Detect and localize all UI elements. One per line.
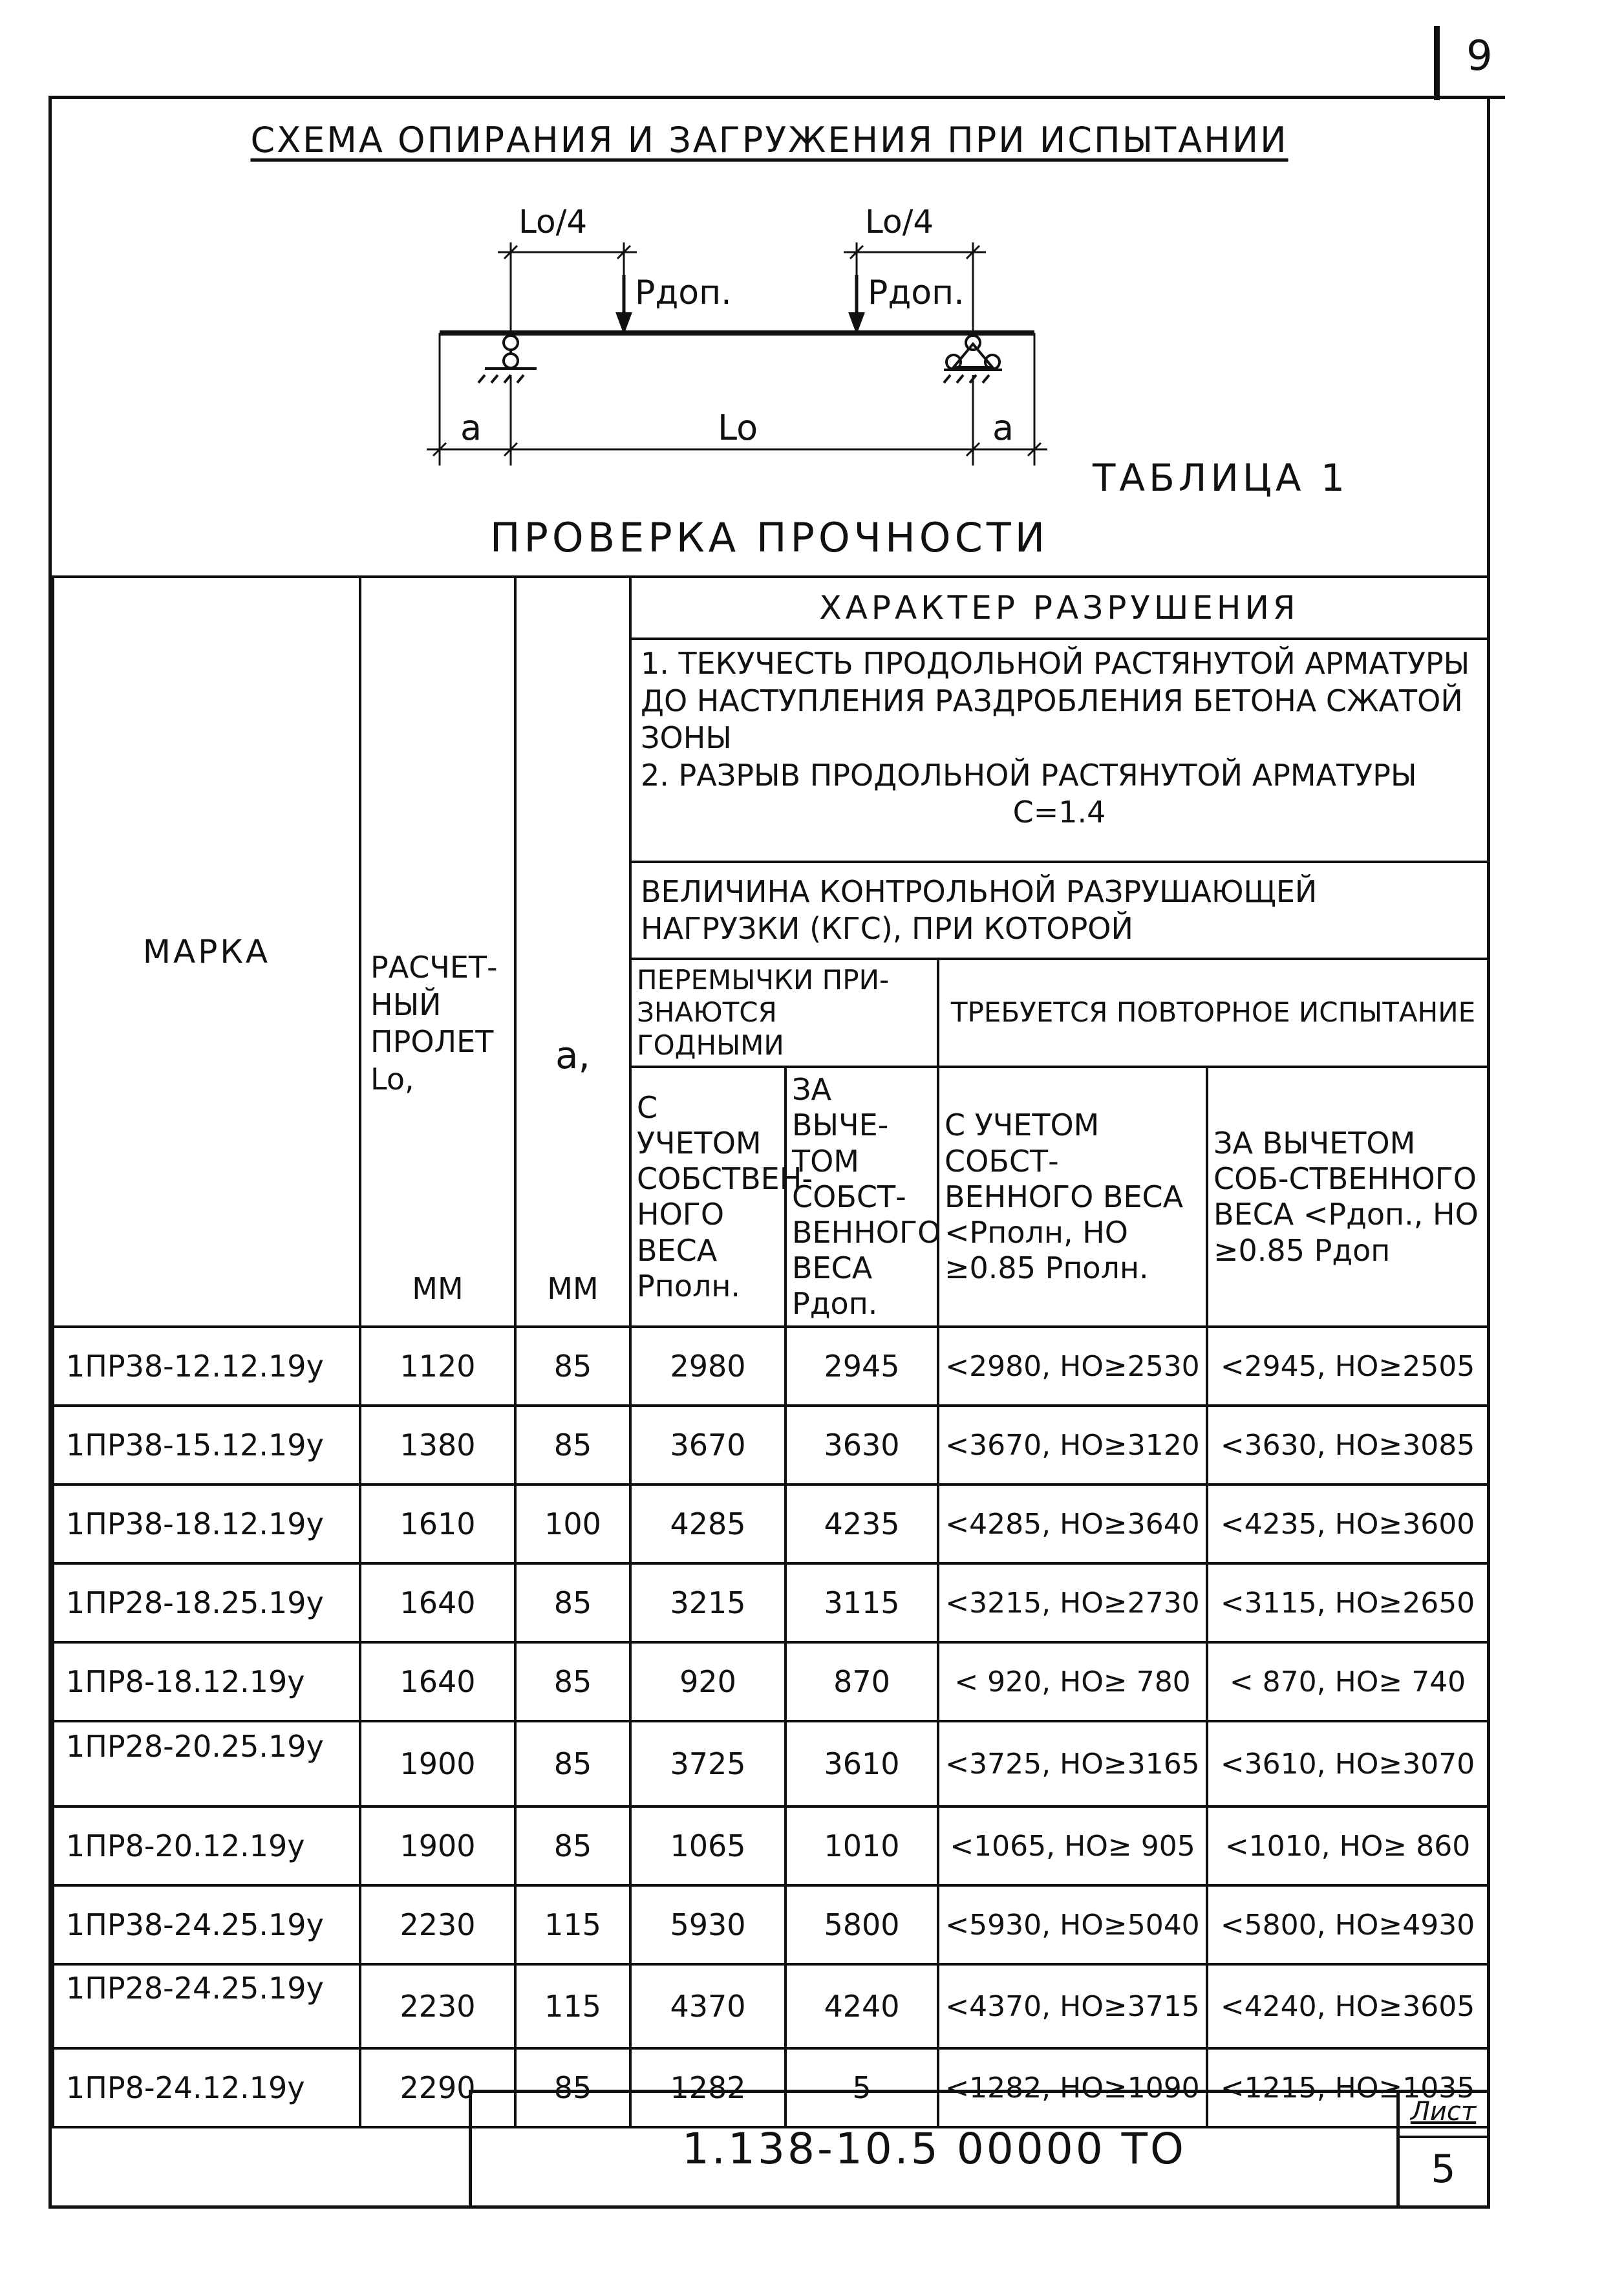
table-label: ТАБЛИЦА 1	[1093, 456, 1349, 500]
cell-retest-full: <3725, НО≥3165	[938, 1721, 1207, 1806]
cell-p-add: 4235	[785, 1484, 938, 1563]
cell-retest-add: <4240, НО≥3605	[1207, 1964, 1488, 2048]
cell-retest-full: <4370, НО≥3715	[938, 1964, 1207, 2048]
cell-span: 2290	[360, 2048, 515, 2127]
scheme-title: СХЕМА ОПИРАНИЯ И ЗАГРУЖЕНИЯ ПРИ ИСПЫТАНИИ	[250, 120, 1288, 160]
cell-mark: 1ПР8-20.12.19у	[53, 1806, 360, 1885]
cell-retest-add: <3630, НО≥3085	[1207, 1406, 1488, 1484]
cell-mark: 1ПР38-24.25.19у	[53, 1885, 360, 1964]
cell-retest-add: <3115, НО≥2650	[1207, 1563, 1488, 1642]
header-accepted: ПЕРЕМЫЧКИ ПРИ-ЗНАЮТСЯ ГОДНЫМИ	[630, 959, 938, 1067]
load-label-right: Pдоп.	[868, 273, 965, 312]
cell-a: 85	[515, 1327, 630, 1406]
cell-retest-add: <1215, НО≥1035	[1207, 2048, 1488, 2127]
header-col-minus-weight: ЗА ВЫЧЕ-ТОМ СОБСТ-ВЕННОГО ВЕСА Pдоп.	[785, 1067, 938, 1327]
failure-type-2: 2. РАЗРЫВ ПРОДОЛЬНОЙ РАСТЯНУТОЙ АРМАТУРЫ	[641, 757, 1417, 793]
support-loading-scheme	[388, 181, 1047, 478]
header-mark: МАРКА	[53, 577, 360, 1327]
cell-p-full: 4370	[630, 1964, 785, 2048]
cell-a: 85	[515, 1642, 630, 1721]
cell-mark: 1ПР28-18.25.19у	[53, 1563, 360, 1642]
cell-retest-full: <4285, НО≥3640	[938, 1484, 1207, 1563]
cell-p-add: 870	[785, 1642, 938, 1721]
page-number-bar	[1434, 26, 1440, 100]
cell-span: 1900	[360, 1806, 515, 1885]
cell-span: 1640	[360, 1563, 515, 1642]
quarter-span-label-left: Lo/4	[518, 203, 588, 241]
a-label-left: a	[460, 407, 482, 448]
cell-a: 85	[515, 1563, 630, 1642]
cell-p-add: 1010	[785, 1806, 938, 1885]
header-retest: ТРЕБУЕТСЯ ПОВТОРНОЕ ИСПЫТАНИЕ	[938, 959, 1488, 1067]
a-label-right: a	[992, 407, 1014, 448]
cell-retest-add: <1010, НО≥ 860	[1207, 1806, 1488, 1885]
cell-span: 1120	[360, 1327, 515, 1406]
cell-retest-full: <1065, НО≥ 905	[938, 1806, 1207, 1885]
table-row	[53, 1327, 1488, 1406]
cell-span: 2230	[360, 1885, 515, 1964]
cell-a: 85	[515, 2048, 630, 2127]
cell-retest-full: <3215, НО≥2730	[938, 1563, 1207, 1642]
cell-a: 85	[515, 1406, 630, 1484]
page-number: 9	[1466, 32, 1493, 80]
cell-a: 85	[515, 1721, 630, 1806]
table-row	[53, 1406, 1488, 1484]
table-row	[53, 1563, 1488, 1642]
cell-mark: 1ПР8-18.12.19у	[53, 1642, 360, 1721]
table-row	[53, 1484, 1488, 1563]
cell-p-add: 4240	[785, 1964, 938, 2048]
header-col-retest-minus: ЗА ВЫЧЕТОМ СОБ-СТВЕННОГО ВЕСА <Pдоп., НО ≥0.85 Pдоп	[1207, 1067, 1488, 1327]
span-label: Lo	[718, 407, 758, 448]
cell-span: 1640	[360, 1642, 515, 1721]
cell-a: 115	[515, 1964, 630, 2048]
sheet-number: 5	[1431, 2147, 1456, 2192]
cell-retest-full: <2980, НО≥2530	[938, 1327, 1207, 1406]
table-row	[53, 1885, 1488, 1964]
cell-retest-full: < 920, НО≥ 780	[938, 1642, 1207, 1721]
sheet-label: Лист	[1410, 2097, 1477, 2127]
strength-table	[52, 575, 1490, 2128]
cell-retest-add: <2945, НО≥2505	[1207, 1327, 1488, 1406]
cell-p-full: 5930	[630, 1885, 785, 1964]
cell-retest-full: <5930, НО≥5040	[938, 1885, 1207, 1964]
header-failure-types	[630, 639, 1488, 862]
cell-retest-full: <1282, НО≥1090	[938, 2048, 1207, 2127]
cell-p-add: 5800	[785, 1885, 938, 1964]
table-row	[53, 1721, 1488, 1806]
cell-p-full: 1282	[630, 2048, 785, 2127]
cell-p-add: 3115	[785, 1563, 938, 1642]
cell-p-add: 3610	[785, 1721, 938, 1806]
table-row	[53, 1806, 1488, 1885]
cell-p-full: 3670	[630, 1406, 785, 1484]
document-code: 1.138-10.5 00000 ТО	[682, 2124, 1186, 2174]
header-failure-title: ХАРАКТЕР РАЗРУШЕНИЯ	[630, 577, 1488, 639]
cell-span: 1380	[360, 1406, 515, 1484]
cell-span: 1900	[360, 1721, 515, 1806]
header-load-title: ВЕЛИЧИНА КОНТРОЛЬНОЙ РАЗРУШАЮЩЕЙ НАГРУЗКИ (КГС), ПРИ КОТОРОЙ	[630, 862, 1488, 959]
header-col-with-weight: С УЧЕТОМ СОБСТВЕН-НОГО ВЕСА Pполн.	[630, 1067, 785, 1327]
cell-retest-add: <4235, НО≥3600	[1207, 1484, 1488, 1563]
sheet-divider	[1396, 2136, 1490, 2138]
cell-span: 2230	[360, 1964, 515, 2048]
header-a: a, ММ	[515, 577, 630, 1327]
load-label-left: Pдоп.	[635, 273, 732, 312]
table-row	[53, 1964, 1488, 2048]
failure-type-1: 1. ТЕКУЧЕСТЬ ПРОДОЛЬНОЙ РАСТЯНУТОЙ АРМАТУРЫ ДО НАСТУПЛЕНИЯ РАЗДРОБЛЕНИЯ БЕТОНА СЖАТОЙ ЗОНЫ	[641, 646, 1470, 755]
cell-p-full: 3215	[630, 1563, 785, 1642]
cell-p-full: 920	[630, 1642, 785, 1721]
cell-retest-add: < 870, НО≥ 740	[1207, 1642, 1488, 1721]
cell-mark: 1ПР28-20.25.19у	[53, 1721, 360, 1806]
quarter-span-label-right: Lo/4	[865, 203, 934, 241]
cell-a: 85	[515, 1806, 630, 1885]
header-span: РАСЧЕТ-НЫЙ ПРОЛЕТ Lo, ММ	[360, 577, 515, 1327]
cell-a: 115	[515, 1885, 630, 1964]
cell-retest-add: <3610, НО≥3070	[1207, 1721, 1488, 1806]
cell-mark: 1ПР38-12.12.19у	[53, 1327, 360, 1406]
table-subtitle: ПРОВЕРКА ПРОЧНОСТИ	[489, 514, 1049, 561]
cell-p-full: 1065	[630, 1806, 785, 1885]
cell-p-add: 2945	[785, 1327, 938, 1406]
header-col-retest-with: С УЧЕТОМ СОБСТ-ВЕННОГО ВЕСА <Pполн, НО ≥0.85 Pполн.	[938, 1067, 1207, 1327]
cell-mark: 1ПР38-15.12.19у	[53, 1406, 360, 1484]
cell-p-full: 2980	[630, 1327, 785, 1406]
cell-retest-add: <5800, НО≥4930	[1207, 1885, 1488, 1964]
cell-span: 1610	[360, 1484, 515, 1563]
cell-p-add: 5	[785, 2048, 938, 2127]
cell-mark: 1ПР28-24.25.19у	[53, 1964, 360, 2048]
cell-mark: 1ПР38-18.12.19у	[53, 1484, 360, 1563]
coefficient: C=1.4	[1012, 795, 1106, 830]
cell-mark: 1ПР8-24.12.19у	[53, 2048, 360, 2127]
table-row	[53, 1642, 1488, 1721]
cell-p-full: 4285	[630, 1484, 785, 1563]
cell-a: 100	[515, 1484, 630, 1563]
cell-p-full: 3725	[630, 1721, 785, 1806]
cell-p-add: 3630	[785, 1406, 938, 1484]
cell-retest-full: <3670, НО≥3120	[938, 1406, 1207, 1484]
